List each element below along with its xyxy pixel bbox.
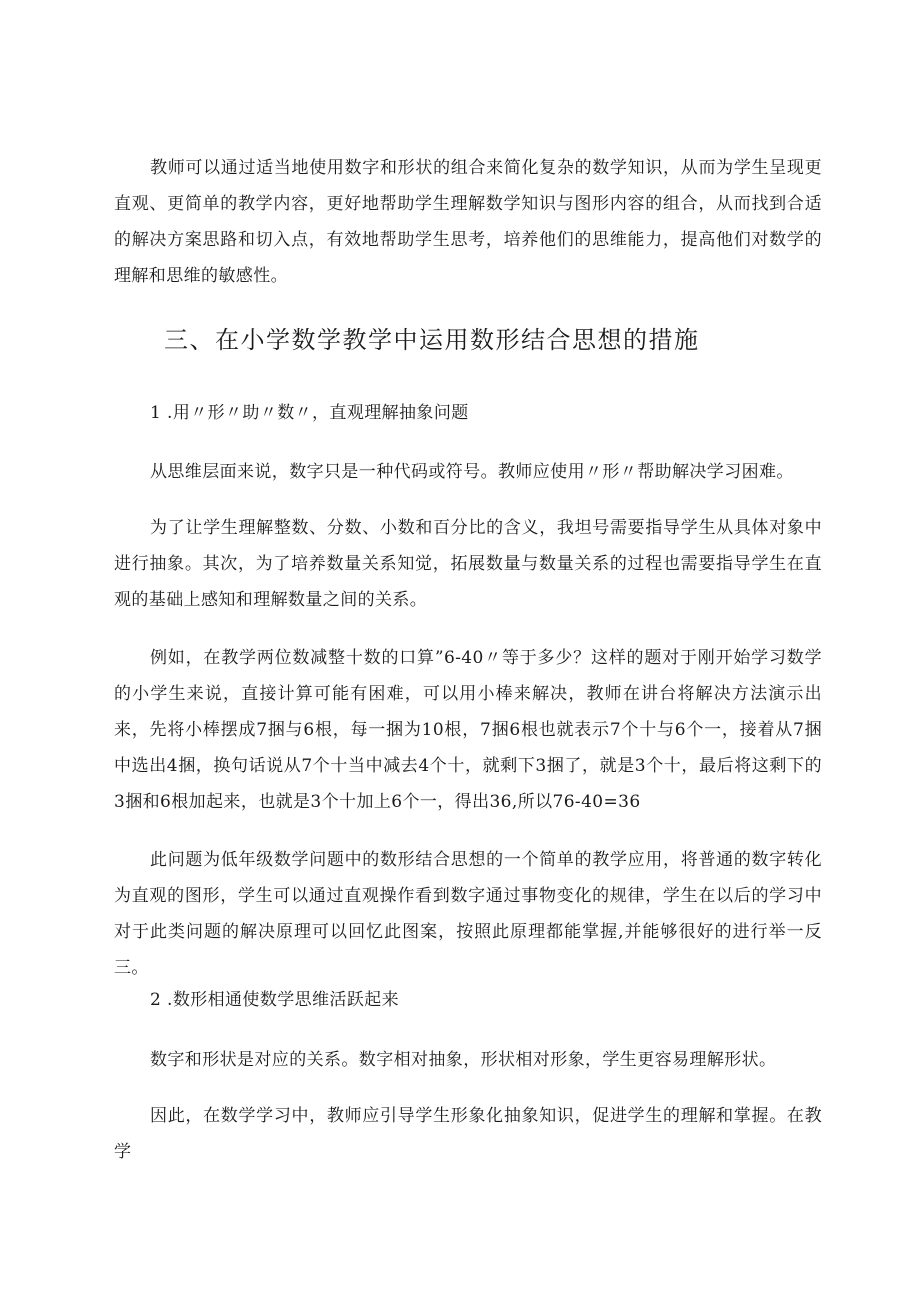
paragraph-understanding: 为了让学生理解整数、分数、小数和百分比的含义，我坦号需要指导学生从具体对象中进行抽象。其次，为了培养数量关系知觉，拓展数量与数量关系的过程也需要指导学生在直观的基础上感知和理解数量之间的关系。: [114, 518, 822, 610]
paragraph-correspondence: 数字和形状是对应的关系。数字相对抽象，形状相对形象，学生更容易理解形状。: [150, 1050, 777, 1070]
section-heading-3: 三、在小学数学教学中运用数形结合思想的措施: [164, 326, 700, 354]
subheading-1: 1 .用〃形〃助〃数〃，直观理解抽象问题: [150, 403, 469, 423]
paragraph-example: 例如，在教学两位数减整十数的口算”6-40〃等于多少？这样的题对于刚开始学习数学的小学生来说，直接计算可能有困难，可以用小棒来解决，教师在讲台将解决方法演示出来，先将小棒摆成7捆与6根，每一捆为10根，7捆6根也就表示7个十与6个一，接着从7捆中选出4捆，换句话说从7个十当中减去4个十，就剩下3捆了，就是3个十，最后将这剩下的3捆和6根加起来，也就是3个十加上6个一，得出36,所以76-40=36: [114, 648, 822, 812]
paragraph-intro: 教师可以通过适当地使用数字和形状的组合来简化复杂的数学知识，从而为学生呈现更直观、更简单的教学内容，更好地帮助学生理解数学知识与图形内容的组合，从而找到合适的解决方案思路和切入点，有效地帮助学生思考，培养他们的思维能力，提高他们对数学的理解和思维的敏感性。: [114, 158, 822, 286]
paragraph-application: 此问题为低年级数学问题中的数形结合思想的一个简单的教学应用，将普通的数字转化为直观的图形，学生可以通过直观操作看到数字通过事物变化的规律，学生在以后的学习中对于此类问题的解决原理可以回忆此图案，按照此原理都能掌握,并能够很好的进行举一反三。: [114, 850, 822, 978]
paragraph-therefore: 因此，在数学学习中，教师应引导学生形象化抽象知识，促进学生的理解和掌握。在教学: [114, 1106, 822, 1162]
paragraph-thinking-level: 从思维层面来说，数字只是一种代码或符号。教师应使用〃形〃帮助解决学习困难。: [150, 462, 794, 482]
subheading-2: 2 .数形相通使数学思维活跃起来: [150, 990, 400, 1010]
